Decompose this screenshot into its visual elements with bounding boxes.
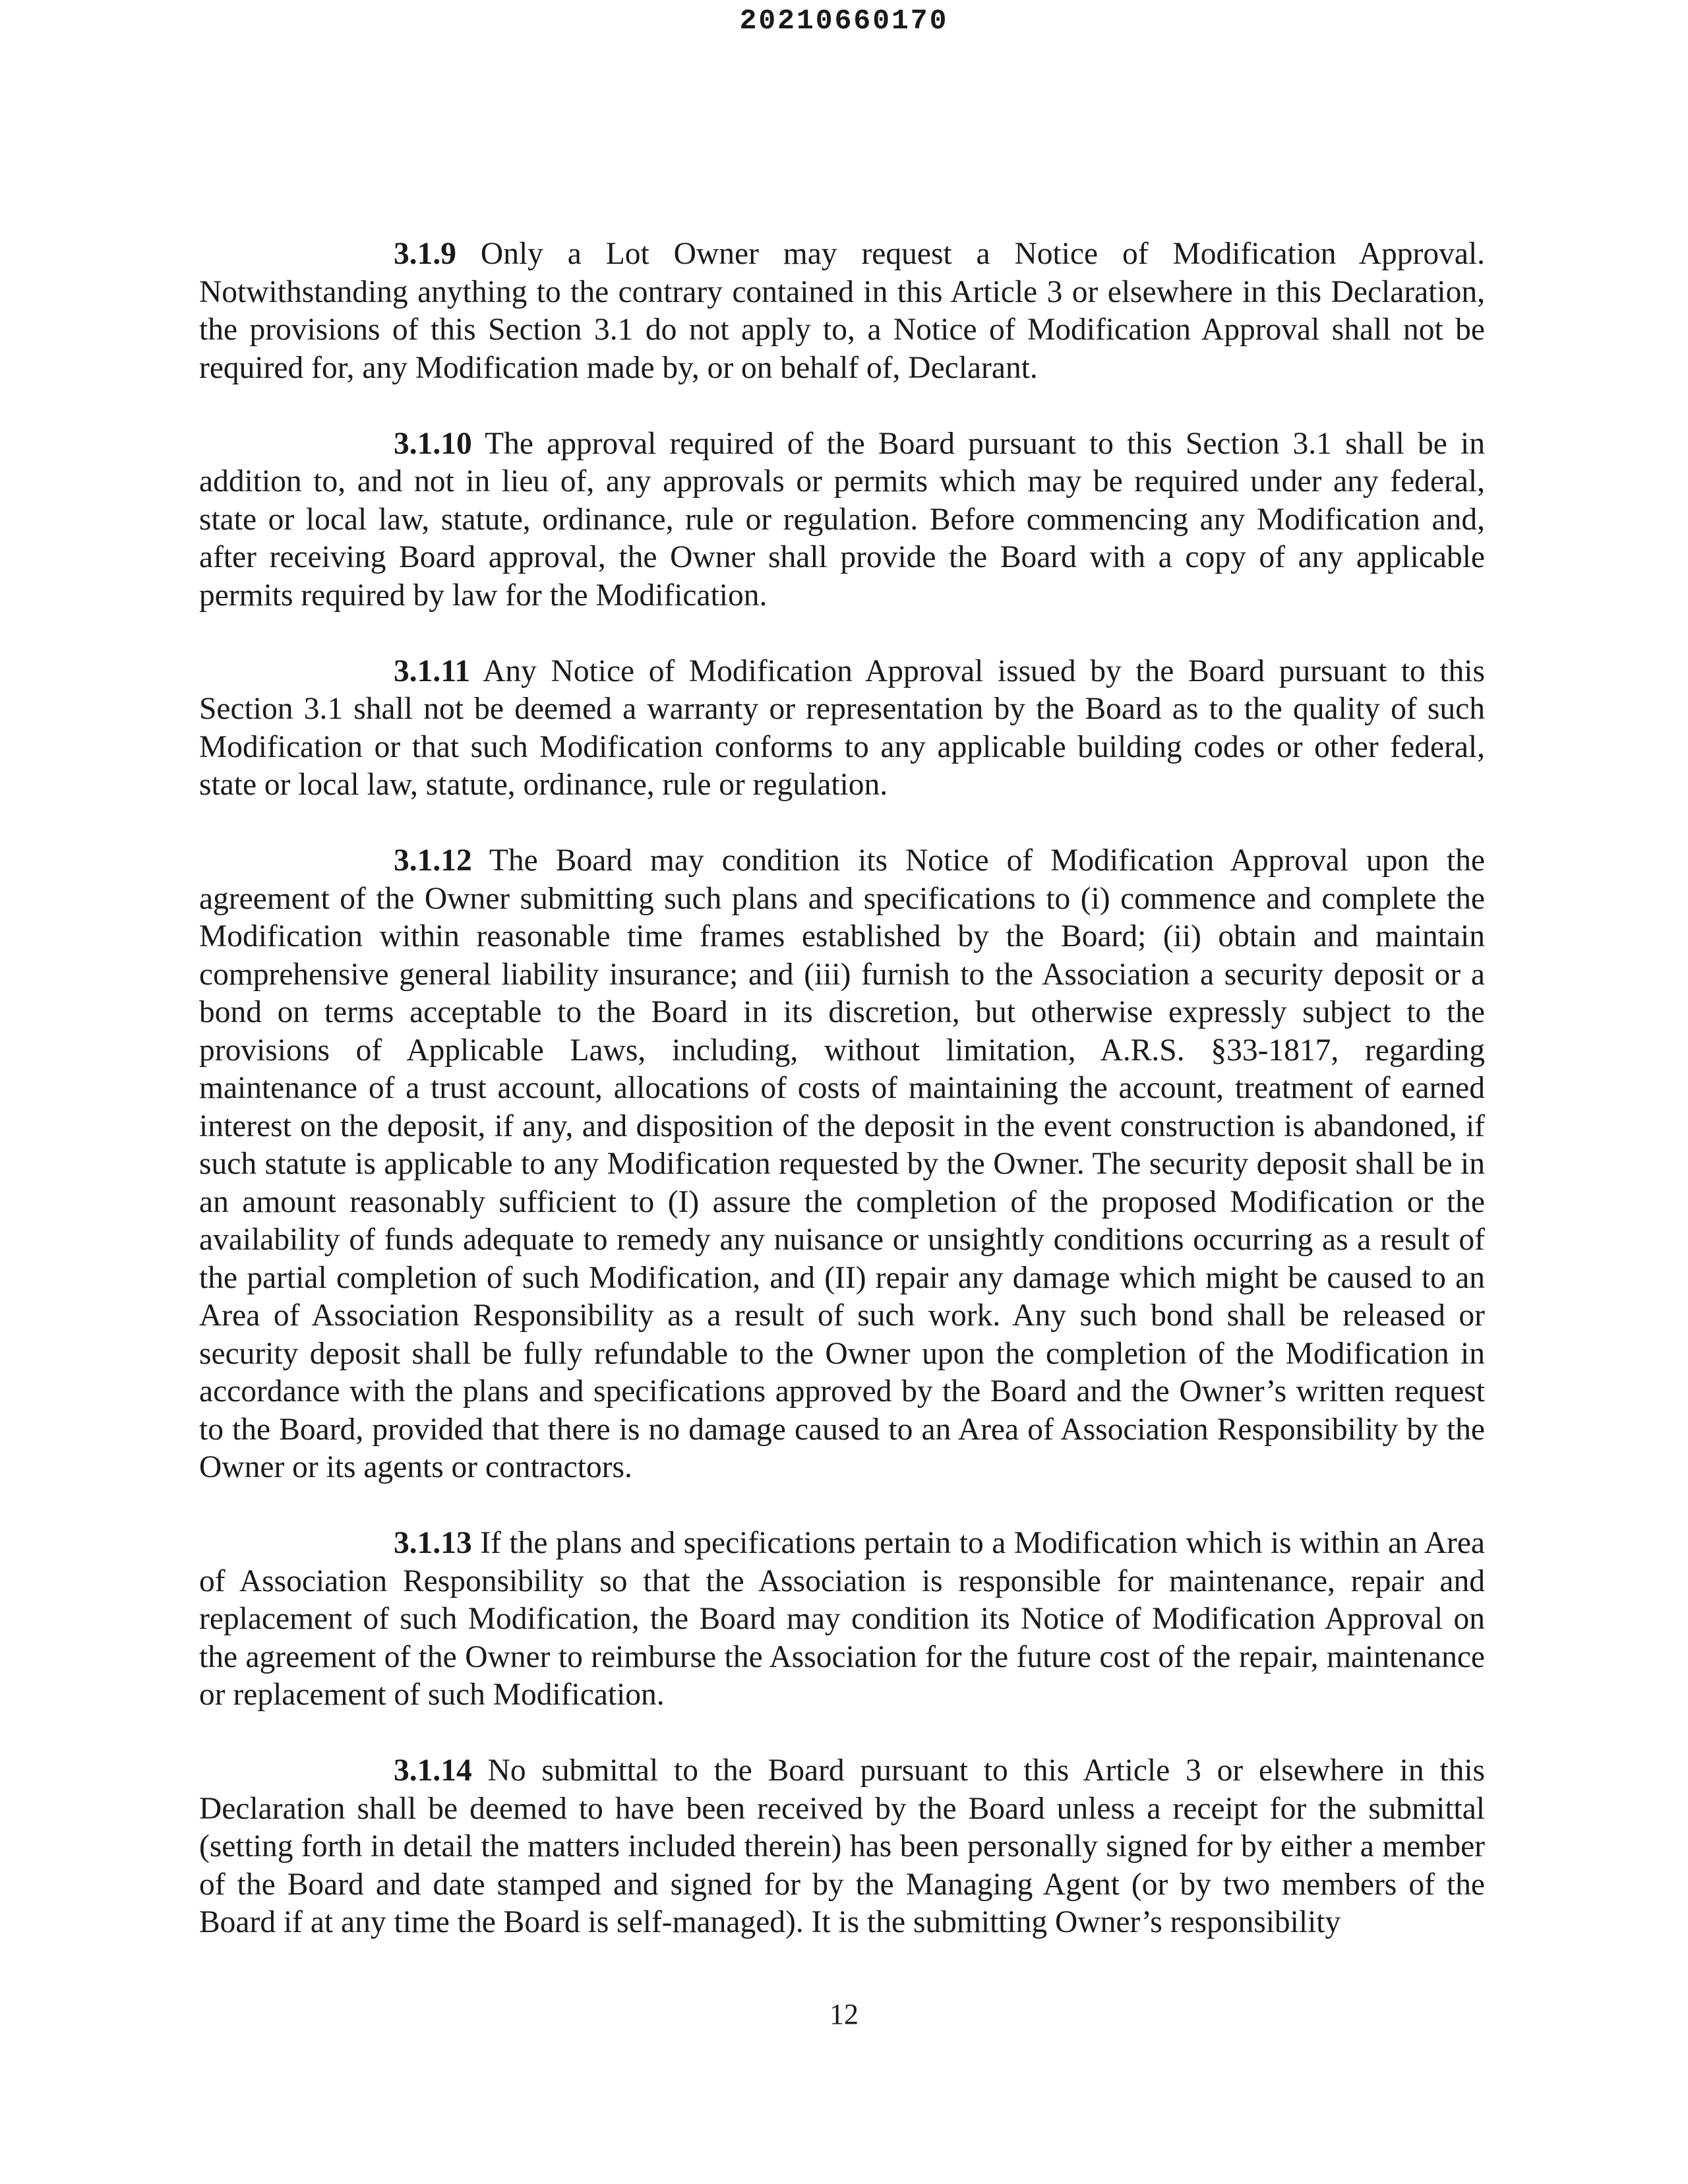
section-text: The Board may condition its Notice of Modification Approval upon the agreement of the Owner submitting such plans and specifications to (i) commence and complete the Modification within reasonable time frames established by the Board; (ii) obtain and maintain comprehensive general liability insurance; and (iii) furnish to the Association a security deposit or a bond on terms acceptable to the Board in its discretion, but otherwise expressly subject to the provisions of Applicable Laws, including, without limitation, A.R.S. §33-1817, regarding maintenance of a trust account, allocations of costs of maintaining the account, treatment of earned interest on the deposit, if any, and disposition of the deposit in the event construction is abandoned, if such statute is applicable to any Modification requested by the Owner. The security deposit shall be in an amount reasonably sufficient to (I) assure the completion of the proposed Modification or the availability of funds adequate to remedy any nuisance or unsightly conditions occurring as a result of the partial completion of such Modification, and (II) repair any damage which might be caused to an Area of Association Responsibility as a result of such work. Any such bond shall be released or security deposit shall be fully refundable to the Owner upon the completion of the Modification in accordance with the plans and specifications approved by the Board and the Owner’s written request to the Board, provided that there is no damage caused to an Area of Association Responsibility by the Owner or its agents or contractors. [199, 843, 1485, 1484]
section-text: Any Notice of Modification Approval issued by the Board pursuant to this Section 3.1 shall not be deemed a warranty or representation by the Board as to the quality of such Modification or that such Modification conforms to any applicable building codes or other federal, state or local law, statute, ordinance, rule or regulation. [199, 653, 1485, 802]
section-3-1-9 [199, 235, 1485, 387]
section-number: 3.1.10 [394, 426, 472, 461]
section-3-1-14 [199, 1752, 1485, 1942]
section-number: 3.1.9 [394, 237, 456, 271]
section-number: 3.1.11 [394, 653, 471, 688]
section-text: Only a Lot Owner may request a Notice of Modification Approval. Notwithstanding anything to the contrary contained in this Article 3 or elsewhere in this Declaration, the provisions of this Section 3.1 do not apply to, a Notice of Modification Approval shall not be required for, any Modification made by, or on behalf of, Declarant. [199, 237, 1486, 385]
section-text: No submittal to the Board pursuant to this Article 3 or elsewhere in this Declaration shall be deemed to have been received by the Board unless a receipt for the submittal (setting forth in detail the matters included therein) has been personally signed for by either a member of the Board and date stamped and signed for by the Managing Agent (or by two members of the Board if at any time the Board is self-managed). It is the submitting Owner’s responsibility [199, 1753, 1486, 1939]
section-text: The approval required of the Board pursuant to this Section 3.1 shall be in addition to, and not in lieu of, any approvals or permits which may be required under any federal, state or local law, statute, ordinance, rule or regulation. Before commencing any Modification and, after receiving Board approval, the Owner shall provide the Board with a copy of any applicable permits required by law for the Modification. [199, 426, 1485, 613]
section-3-1-11 [199, 653, 1485, 804]
page-number: 12 [829, 1998, 859, 2030]
section-text: If the plans and specifications pertain to a Modification which is within an Area of Association Responsibility so that the Association is responsible for maintenance, repair and replacement of such Modification, the Board may condition its Notice of Modification Approval on the agreement of the Owner to reimburse the Association for the future cost of the repair, maintenance or replacement of such Modification. [199, 1526, 1485, 1712]
section-number: 3.1.12 [394, 843, 472, 878]
document-body [199, 235, 1485, 1980]
section-3-1-13 [199, 1525, 1485, 1714]
section-number: 3.1.13 [394, 1526, 472, 1560]
section-3-1-10 [199, 425, 1485, 615]
document-number: 20210660170 [739, 5, 949, 37]
section-number: 3.1.14 [394, 1753, 472, 1788]
section-3-1-12 [199, 842, 1485, 1487]
